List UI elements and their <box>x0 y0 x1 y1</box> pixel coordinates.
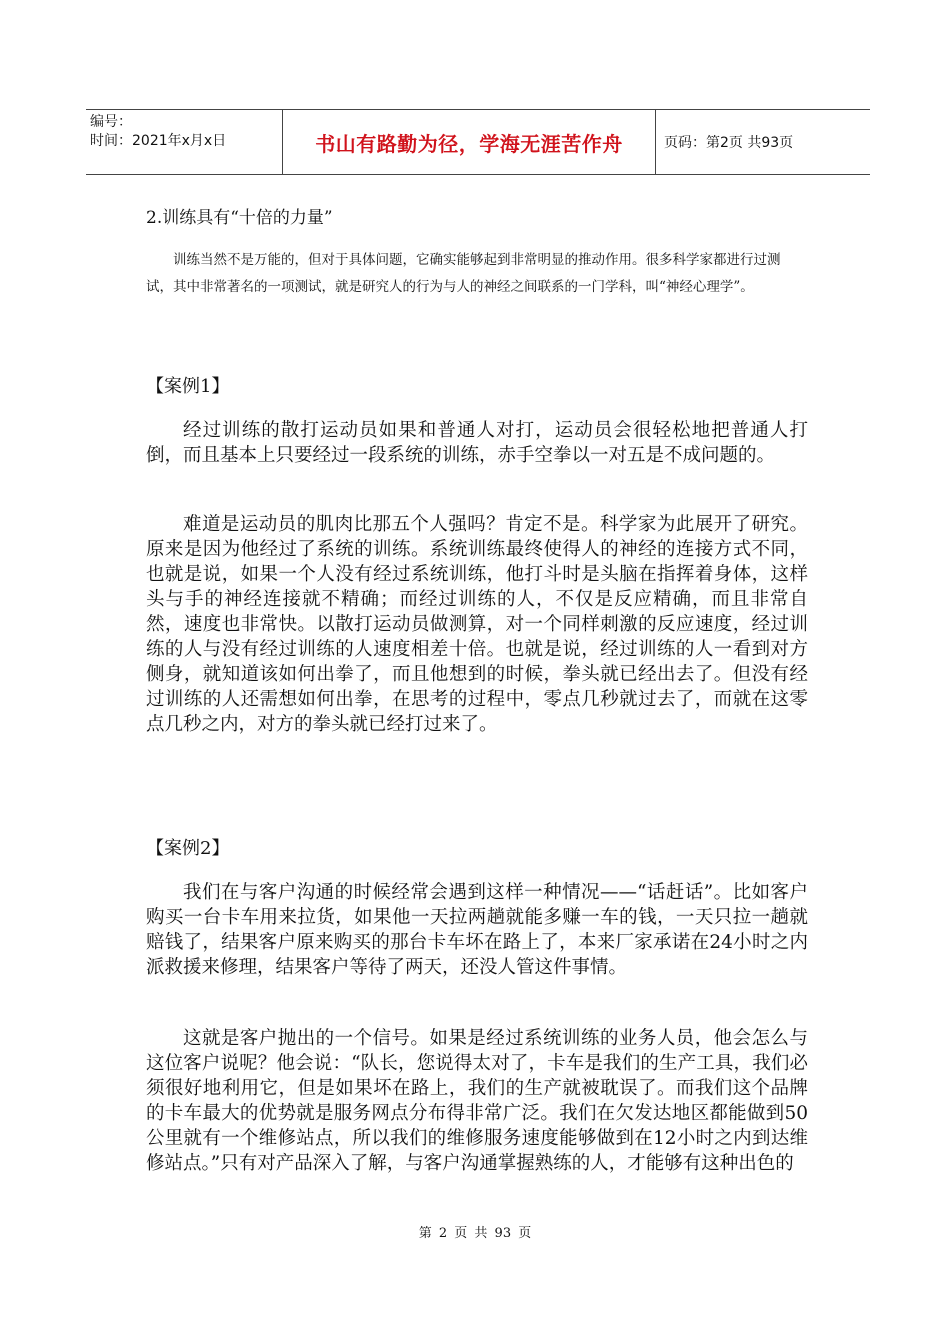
header-info-cell <box>86 110 282 174</box>
section-title: 2.训练具有“十倍的力量” <box>146 208 333 228</box>
header-motto: 书山有路勤为径，学海无涯苦作舟 <box>282 110 656 174</box>
case2-paragraph-2: 这就是客户抛出的一个信号。如果是经过系统训练的业务人员，他会怎么与这位客户说呢？他会说：“队长，您说得太对了，卡车是我们的生产工具，我们必须很好地利用它，但是如果坏在路上，我们的生产就被耽误了。而我们这个品牌的卡车最大的优势就是服务网点分布得非常广泛。我们在欠发达地区都能做到50公里就有一个维修站点，所以我们的维修服务速度能够做到在12小时之内到达维修站点。”只有对产品深入了解，与客户沟通掌握熟练的人，才能够有这种出色的 <box>146 1028 808 1174</box>
header-page-code: 页码：第2页 共93页 <box>664 135 794 151</box>
case2-heading: 【案例2】 <box>146 838 230 859</box>
case2-paragraph-1: 我们在与客户沟通的时候经常会遇到这样一种情况——“话赶话”。比如客户购买一台卡车用来拉货，如果他一天拉两趟就能多赚一车的钱，一天只拉一趟就赔钱了，结果客户原来购买的那台卡车坏在路上了，本来厂家承诺在24小时之内派救援来修理，结果客户等待了两天，还没人管这件事情。 <box>146 882 808 978</box>
intro-paragraph: 训练当然不是万能的，但对于具体问题，它确实能够起到非常明显的推动作用。很多科学家都进行过测试，其中非常著名的一项测试，就是研究人的行为与人的神经之间联系的一门学科，叫“神经心理学”。 <box>146 252 781 295</box>
case1-paragraph-2: 难道是运动员的肌肉比那五个人强吗？肯定不是。科学家为此展开了研究。原来是因为他经过了系统的训练。系统训练最终使得人的神经的连接方式不同，也就是说，如果一个人没有经过系统训练，他打斗时是头脑在指挥着身体，这样头与手的神经连接就不精确；而经过训练的人，不仅是反应精确，而且非常自然，速度也非常快。以散打运动员做测算，对一个同样刺激的反应速度，经过训练的人与没有经过训练的人速度相差十倍。也就是说，经过训练的人一看到对方侧身，就知道该如何出拳了，而且他想到的时候，拳头就已经出去了。但没有经过训练的人还需想如何出拳，在思考的过程中，零点几秒就过去了，而就在这零点几秒之内，对方的拳头就已经打过来了。 <box>146 514 808 735</box>
document-number-label: 编号： <box>90 114 132 130</box>
page-header <box>86 109 870 175</box>
document-time-label: 时间：2021年x月x日 <box>90 133 227 149</box>
case1-heading: 【案例1】 <box>146 376 230 397</box>
page-footer: 第 2 页 共 93 页 <box>418 1226 532 1241</box>
case1-paragraph-1: 经过训练的散打运动员如果和普通人对打，运动员会很轻松地把普通人打倒，而且基本上只要经过一段系统的训练，赤手空拳以一对五是不成问题的。 <box>146 420 808 466</box>
